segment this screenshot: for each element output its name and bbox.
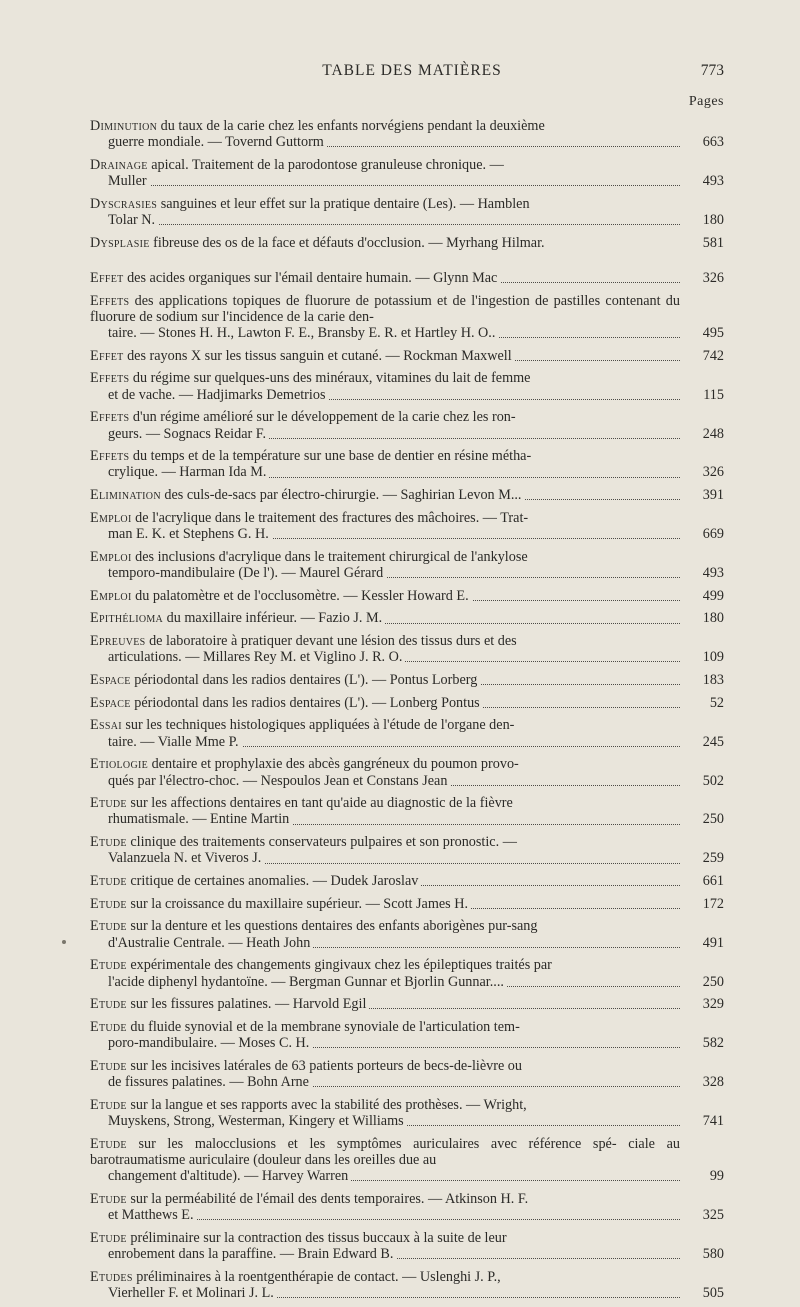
- entry-page-number: 495: [702, 325, 724, 342]
- entry-text: périodontal dans les radios dentaires (L'). — Lonberg Pontus: [130, 694, 480, 711]
- entry-text: des culs-de-sacs par électro-chirurgie. — Saghirian Levon M...: [160, 487, 522, 504]
- entry-continuation: [90, 565, 680, 581]
- entry-page-number: 115: [703, 386, 724, 403]
- entry-keyword: Etude: [90, 873, 127, 890]
- entry-authors: et Matthews E.: [108, 1207, 197, 1223]
- entry-keyword: Elimination: [90, 487, 161, 504]
- entry-page-number: 502: [702, 772, 724, 789]
- entry-keyword: Etude: [90, 918, 127, 935]
- entry-text-first: clinique des traitements conservateurs pulpaires et son pronostic. —: [126, 834, 517, 851]
- entry-continuation: [90, 1285, 680, 1301]
- entry-authors: rhumatismale. — Entine Martin: [108, 811, 292, 827]
- entry-authors: Muyskens, Strong, Westerman, Kingery et Williams: [108, 1113, 407, 1129]
- table-of-contents: [90, 118, 724, 1307]
- entry-continuation: [90, 1207, 680, 1223]
- entry-authors: Vierheller F. et Molinari J. L.: [108, 1285, 277, 1301]
- entry-text-first: du temps et de la température sur une base de dentier en résine métha-: [129, 448, 532, 465]
- dot-leader: [108, 224, 680, 225]
- toc-entry: [90, 1191, 724, 1223]
- entry-text: [90, 1019, 680, 1035]
- toc-entry: [90, 549, 724, 581]
- entry-page-number: 493: [702, 564, 724, 581]
- entry-line: [90, 270, 680, 286]
- entry-text-first: apical. Traitement de la parodontose granuleuse chronique. —: [147, 156, 504, 173]
- entry-keyword: Effets: [90, 409, 130, 426]
- entry-continuation: [90, 173, 680, 189]
- entry-continuation: [90, 464, 680, 480]
- entry-keyword: Diminution: [90, 118, 158, 134]
- entry-authors: d'Australie Centrale. — Heath John: [108, 935, 313, 951]
- entry-page-number: 491: [702, 934, 724, 951]
- toc-entry: [90, 1019, 724, 1051]
- entry-keyword: Essai: [90, 717, 122, 734]
- entry-page-number: 180: [702, 212, 724, 229]
- entry-text: [90, 510, 680, 526]
- toc-entry: [90, 370, 724, 402]
- entry-text: [90, 448, 680, 464]
- toc-entry: [90, 896, 724, 912]
- entry-continuation: [90, 134, 680, 150]
- entry-page-number: 669: [702, 526, 724, 543]
- entry-continuation: [90, 212, 680, 228]
- entry-keyword: Etude: [90, 957, 127, 974]
- entry-page-number: 582: [702, 1035, 724, 1052]
- entry-text-first: d'un régime amélioré sur le développement de la carie chez les ron-: [129, 409, 516, 426]
- entry-page-number: 580: [702, 1245, 724, 1262]
- entry-text-first: sanguines et leur effet sur la pratique dentaire (Les). — Hamblen: [157, 195, 530, 212]
- entry-authors: changement d'altitude). — Harvey Warren: [108, 1168, 351, 1184]
- entry-authors: enrobement dans la paraffine. — Brain Edward B.: [108, 1246, 396, 1262]
- entry-text: sur la croissance du maxillaire supérieur. — Scott James H.: [126, 895, 469, 912]
- entry-text-first: expérimentale des changements gingivaux chez les épileptiques traités par: [126, 957, 552, 974]
- entry-authors: crylique. — Harman Ida M.: [108, 464, 269, 480]
- entry-keyword: Epithélioma: [90, 610, 164, 627]
- entry-continuation: [90, 811, 680, 827]
- entry-page-number: 250: [702, 811, 724, 828]
- entry-keyword: Emploi: [90, 587, 132, 604]
- entry-authors: guerre mondiale. — Tovernd Guttorm: [108, 134, 327, 150]
- entry-text: [90, 235, 680, 251]
- entry-continuation: [90, 426, 680, 442]
- toc-entry: [90, 1269, 724, 1301]
- entry-continuation: [90, 1074, 680, 1090]
- entry-continuation: [90, 1168, 680, 1184]
- entry-keyword: Drainage: [90, 156, 148, 173]
- toc-entry: [90, 235, 724, 251]
- entry-text: du palatomètre et de l'occlusomètre. — Kessler Howard E.: [131, 587, 469, 604]
- entry-keyword: Etude: [90, 1135, 127, 1152]
- entry-authors: taire. — Vialle Mme P.: [108, 734, 242, 750]
- entry-text: [90, 1097, 680, 1113]
- entry-page-number: 172: [702, 895, 724, 912]
- entry-text: des rayons X sur les tissus sanguin et cutané. — Rockman Maxwell: [123, 347, 512, 364]
- toc-entry: [90, 717, 724, 749]
- entry-page-number: 245: [702, 733, 724, 750]
- entry-text: [90, 118, 680, 134]
- entry-text: [90, 1230, 680, 1246]
- entry-line: [90, 348, 680, 364]
- toc-entry: [90, 487, 724, 503]
- toc-entry: [90, 795, 724, 827]
- toc-entry: [90, 409, 724, 441]
- entry-continuation: [90, 325, 680, 341]
- entry-page-number: 180: [702, 610, 724, 627]
- dot-leader: [108, 185, 680, 186]
- entry-text-first: sur les affections dentaires en tant qu'aide au diagnostic de la fièvre: [126, 795, 513, 812]
- entry-text: [90, 549, 680, 565]
- entry-authors: temporo-mandibulaire (De l'). — Maurel Gérard: [108, 565, 386, 581]
- entry-keyword: Emploi: [90, 548, 132, 565]
- entry-continuation: [90, 850, 680, 866]
- entry-page-number: 326: [702, 464, 724, 481]
- entry-line: [90, 896, 680, 912]
- entry-text: [90, 196, 680, 212]
- entry-keyword: Etude: [90, 795, 127, 812]
- entry-keyword: Etudes: [90, 1268, 133, 1285]
- entry-line: [90, 996, 680, 1012]
- entry-text: [90, 633, 680, 649]
- entry-text-first: des inclusions d'acrylique dans le traitement chirurgical de l'ankylose: [131, 548, 528, 565]
- entry-continuation: [90, 974, 680, 990]
- entry-keyword: Etude: [90, 1018, 127, 1035]
- entry-line: [90, 588, 680, 604]
- entry-text-first: du fluide synovial et de la membrane synoviale de l'articulation tem-: [126, 1018, 520, 1035]
- entry-page-number: 259: [702, 850, 724, 867]
- page-number: 773: [700, 62, 724, 79]
- entry-text: des acides organiques sur l'émail dentaire humain. — Glynn Mac: [123, 269, 498, 286]
- entry-keyword: Effet: [90, 269, 124, 286]
- entry-keyword: Etude: [90, 895, 127, 912]
- entry-text: [90, 795, 680, 811]
- entry-keyword: Etude: [90, 1057, 127, 1074]
- entry-continuation: [90, 773, 680, 789]
- entry-keyword: Effet: [90, 347, 124, 364]
- entry-page-number: 661: [702, 873, 724, 890]
- entry-page-number: 493: [702, 173, 724, 190]
- toc-entry: [90, 1058, 724, 1090]
- toc-entry: [90, 633, 724, 665]
- entry-keyword: Emploi: [90, 509, 132, 526]
- entry-keyword: Etude: [90, 1190, 127, 1207]
- paper-speck: [62, 940, 66, 944]
- entry-text: [90, 717, 680, 733]
- entry-page-number: 328: [702, 1074, 724, 1091]
- toc-entry: [90, 873, 724, 889]
- entry-page-number: 326: [702, 269, 724, 286]
- entry-keyword: Espace: [90, 694, 131, 711]
- toc-entry: [90, 293, 724, 342]
- entry-text-first: de laboratoire à pratiquer devant une lésion des tissus durs et des: [145, 633, 517, 650]
- entry-text: [90, 157, 680, 173]
- entry-text-first: sur les malocclusions et les symptômes auriculaires avec référence spé- ciale au barotraumatisme auriculaire (douleur dans les oreilles due au: [90, 1135, 680, 1168]
- entry-text-first: sur les techniques histologiques appliquées à l'étude de l'organe den-: [121, 717, 515, 734]
- toc-entry: [90, 756, 724, 788]
- entry-authors: man E. K. et Stephens G. H.: [108, 526, 272, 542]
- entry-continuation: [90, 1035, 680, 1051]
- entry-keyword: Etiologie: [90, 756, 149, 773]
- pages-column-label: Pages: [688, 94, 724, 109]
- entry-authors: qués par l'électro-choc. — Nespoulos Jean et Constans Jean: [108, 773, 450, 789]
- entry-text: [90, 1191, 680, 1207]
- entry-keyword: Dyscrasies: [90, 195, 158, 212]
- entry-continuation: [90, 734, 680, 750]
- page-title: TABLE DES MATIÈRES: [322, 62, 502, 79]
- entry-text: [90, 409, 680, 425]
- entry-page-number: 499: [702, 587, 724, 604]
- entry-text-first: du régime sur quelques-uns des minéraux, vitamines du lait de femme: [129, 370, 531, 387]
- entry-keyword: Effets: [90, 370, 130, 387]
- running-head: [90, 62, 724, 86]
- entry-text: sur les fissures palatines. — Harvold Egil: [126, 996, 367, 1013]
- toc-entry: [90, 348, 724, 364]
- entry-line: [90, 695, 680, 711]
- toc-entry: [90, 448, 724, 480]
- entry-authors: de fissures palatines. — Bohn Arne: [108, 1074, 312, 1090]
- toc-entry: [90, 510, 724, 542]
- entry-text: [90, 1058, 680, 1074]
- entry-keyword: Espace: [90, 671, 131, 688]
- entry-text: [90, 834, 680, 850]
- entry-continuation: [90, 935, 680, 951]
- entry-keyword: Etude: [90, 996, 127, 1013]
- entry-continuation: [90, 1246, 680, 1262]
- entry-authors: articulations. — Millares Rey M. et Viglino J. R. O.: [108, 649, 405, 665]
- entry-text: périodontal dans les radios dentaires (L'). — Pontus Lorberg: [130, 671, 478, 688]
- entry-continuation: [90, 649, 680, 665]
- entry-continuation: [90, 1113, 680, 1129]
- entry-text: critique de certaines anomalies. — Dudek Jaroslav: [126, 873, 419, 890]
- entry-text: [90, 918, 680, 934]
- entry-keyword: Epreuves: [90, 633, 146, 650]
- entry-authors: et de vache. — Hadjimarks Demetrios: [108, 387, 328, 403]
- toc-entry: [90, 1097, 724, 1129]
- toc-entry: [90, 957, 724, 989]
- entry-page-number: 325: [702, 1206, 724, 1223]
- entry-continuation: [90, 387, 680, 403]
- entry-text: [90, 370, 680, 386]
- toc-entry: [90, 996, 724, 1012]
- entry-keyword: Etude: [90, 834, 127, 851]
- entry-text-first: préliminaire sur la contraction des tissus buccaux à la suite de leur: [126, 1229, 507, 1246]
- toc-entry: [90, 672, 724, 688]
- entry-page-number: 109: [702, 649, 724, 666]
- entry-page-number: 99: [709, 1168, 724, 1185]
- entry-page-number: 741: [702, 1112, 724, 1129]
- entry-page-number: 505: [702, 1284, 724, 1301]
- toc-entry: [90, 918, 724, 950]
- entry-text: [90, 756, 680, 772]
- entry-text-first: de l'acrylique dans le traitement des fractures des mâchoires. — Trat-: [131, 509, 529, 526]
- entry-page-number: 663: [702, 134, 724, 151]
- entry-keyword: Etude: [90, 1229, 127, 1246]
- entry-text-first: sur la langue et ses rapports avec la stabilité des prothèses. — Wright,: [126, 1096, 527, 1113]
- toc-entry: [90, 695, 724, 711]
- entry-page-number: 183: [702, 671, 724, 688]
- entry-line: [90, 487, 680, 503]
- entry-text-first: des applications topiques de fluorure de potassium et de l'ingestion de pastilles contenant du fluorure de sodium sur l'incidence de la carie den-: [90, 292, 680, 325]
- toc-entry: [90, 588, 724, 604]
- toc-entry: [90, 1230, 724, 1262]
- entry-page-number: 391: [702, 487, 724, 504]
- entry-text-first: sur les incisives latérales de 63 patients porteurs de becs-de-lièvre ou: [126, 1057, 522, 1074]
- entry-text: du maxillaire inférieur. — Fazio J. M.: [163, 610, 383, 627]
- entry-line: [90, 610, 680, 626]
- toc-entry: [90, 610, 724, 626]
- entry-authors: taire. — Stones H. H., Lawton F. E., Bransby E. R. et Hartley H. O..: [108, 325, 498, 341]
- entry-text: [90, 1136, 680, 1168]
- toc-entry: [90, 834, 724, 866]
- entry-authors: Tolar N.: [108, 212, 158, 228]
- entry-text-first: préliminaires à la roentgenthérapie de contact. — Uslenghi J. P.,: [132, 1268, 501, 1285]
- toc-entry: [90, 1136, 724, 1185]
- entry-text: [90, 957, 680, 973]
- entry-text: [90, 293, 680, 325]
- entry-text-first: sur la denture et les questions dentaires des enfants aborigènes pur-sang: [126, 918, 538, 935]
- entry-page-number: 581: [702, 234, 724, 251]
- toc-entry: [90, 196, 724, 228]
- entry-continuation: [90, 526, 680, 542]
- toc-entry: [90, 157, 724, 189]
- entry-keyword: Etude: [90, 1096, 127, 1113]
- entry-page-number: 250: [702, 973, 724, 990]
- entry-text-first: fibreuse des os de la face et défauts d'occlusion. — Myrhang Hilmar.: [149, 234, 545, 251]
- toc-entry: [90, 118, 724, 150]
- entry-authors: l'acide diphenyl hydantoïne. — Bergman Gunnar et Bjorlin Gunnar....: [108, 974, 507, 990]
- entry-page-number: 248: [702, 425, 724, 442]
- entry-keyword: Effets: [90, 448, 130, 465]
- entry-keyword: Dysplasie: [90, 234, 150, 251]
- entry-line: [90, 873, 680, 889]
- entry-authors: Muller: [108, 173, 150, 189]
- entry-text-first: dentaire et prophylaxie des abcès gangréneux du poumon provo-: [148, 756, 519, 773]
- entry-text-first: sur la perméabilité de l'émail des dents temporaires. — Atkinson H. F.: [126, 1190, 529, 1207]
- entry-text-first: du taux de la carie chez les enfants norvégiens pendant la deuxième: [157, 118, 545, 134]
- entry-text: [90, 1269, 680, 1285]
- entry-line: [90, 672, 680, 688]
- entry-authors: poro-mandibulaire. — Moses C. H.: [108, 1035, 312, 1051]
- entry-page-number: 52: [709, 694, 724, 711]
- entry-authors: geurs. — Sognacs Reidar F.: [108, 426, 269, 442]
- entry-page-number: 742: [702, 347, 724, 364]
- entry-keyword: Effets: [90, 292, 130, 309]
- toc-entry: [90, 270, 724, 286]
- entry-authors: Valanzuela N. et Viveros J.: [108, 850, 264, 866]
- entry-page-number: 329: [702, 996, 724, 1013]
